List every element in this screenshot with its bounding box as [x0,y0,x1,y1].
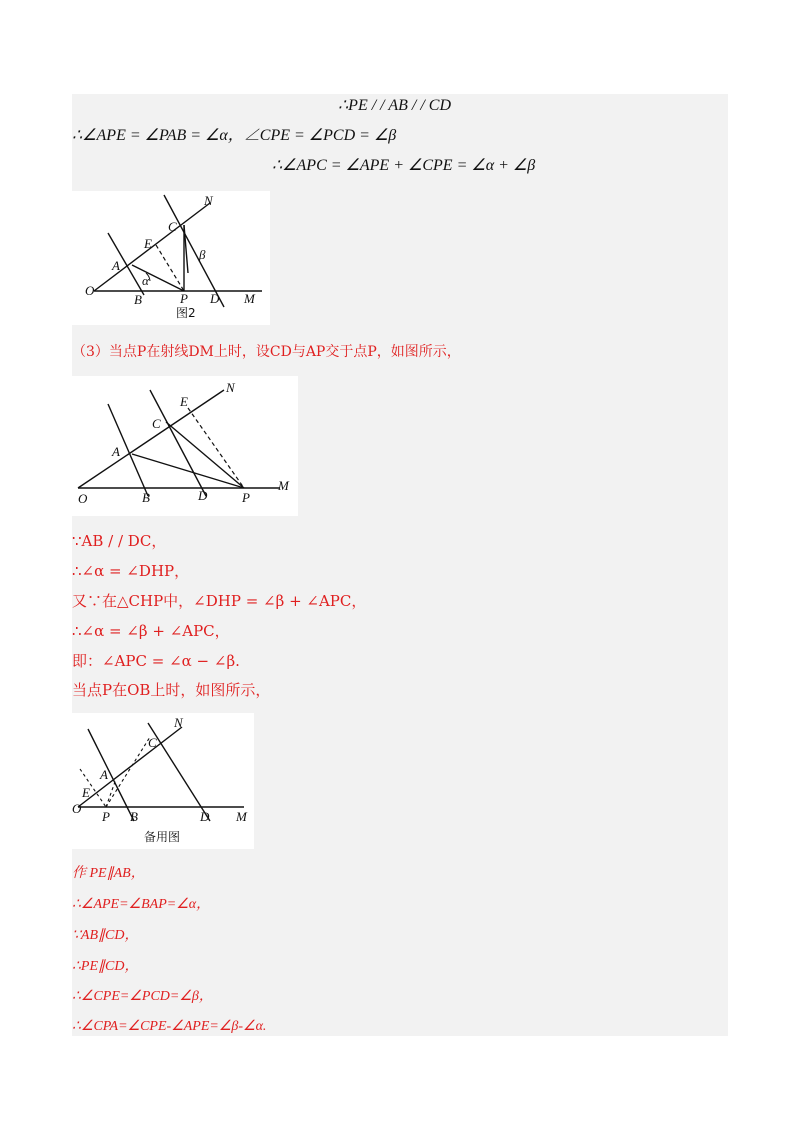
label-E: E [82,785,90,800]
label-alpha: α [142,273,149,288]
label-D: D [210,291,220,306]
part3-intro: （3）当点P在射线DM上时，设CD与AP交于点P，如图所示， [72,344,461,360]
label-N: N [174,715,183,730]
proof-line: ∴∠APE=∠BAP=∠α， [72,897,211,912]
text-line: ∴PE / / AB / / CD [338,97,451,114]
label-N: N [204,193,213,208]
label-N: N [226,380,235,395]
label-E: E [144,236,152,251]
figure-caption: 备用图 [144,830,181,844]
proof-line: ∵AB∥CD， [72,928,139,943]
label-O: O [85,283,95,298]
figure-2-diagram [72,191,270,325]
label-C: C [148,735,157,750]
label-B: B [130,809,138,824]
figure-2 [72,191,270,325]
figure-caption: 图2 [176,306,196,320]
label-B: B [134,292,142,307]
proof-line: ∴∠α = ∠β + ∠APC， [72,622,230,640]
label-E: E [180,394,188,409]
label-P: P [180,291,188,306]
label-D: D [200,809,210,824]
label-D: D [198,488,208,503]
proof-line: 作 PE∥AB， [72,866,145,881]
figure-backup [72,713,254,849]
label-A: A [112,258,120,273]
label-B: B [142,490,150,505]
proof-line: ∵AB / / DC， [72,532,167,550]
proof-line: ∴PE∥CD， [72,959,139,974]
proof-line: ∴∠α = ∠DHP， [72,562,190,580]
proof-line: ∴∠CPA=∠CPE-∠APE=∠β-∠α. [72,1019,267,1034]
text-line: ∴∠APE = ∠PAB = ∠α，∠CPE = ∠PCD = ∠β [72,127,397,144]
label-beta: β [199,247,206,262]
label-A: A [100,767,108,782]
proof-line: ∴∠CPE=∠PCD=∠β， [72,989,213,1004]
label-O: O [78,491,88,506]
text-line: ∴∠APC = ∠APE + ∠CPE = ∠α + ∠β [272,157,536,174]
proof-line: 当点P在OB上时，如图所示， [72,681,271,699]
label-M: M [244,291,255,306]
label-P: P [242,490,250,505]
proof-line: 又∵在△CHP中，∠DHP = ∠β + ∠APC， [72,592,367,610]
figure-backup-diagram [72,713,254,849]
label-P: P [102,809,110,824]
label-M: M [236,809,247,824]
label-C: C [152,416,161,431]
label-C: C [168,219,177,234]
label-O: O [72,801,82,816]
figure-3-diagram [72,376,298,516]
figure-3 [72,376,298,516]
label-M: M [278,478,289,493]
proof-line: 即：∠APC = ∠α − ∠β. [72,652,240,670]
label-A: A [112,444,120,459]
